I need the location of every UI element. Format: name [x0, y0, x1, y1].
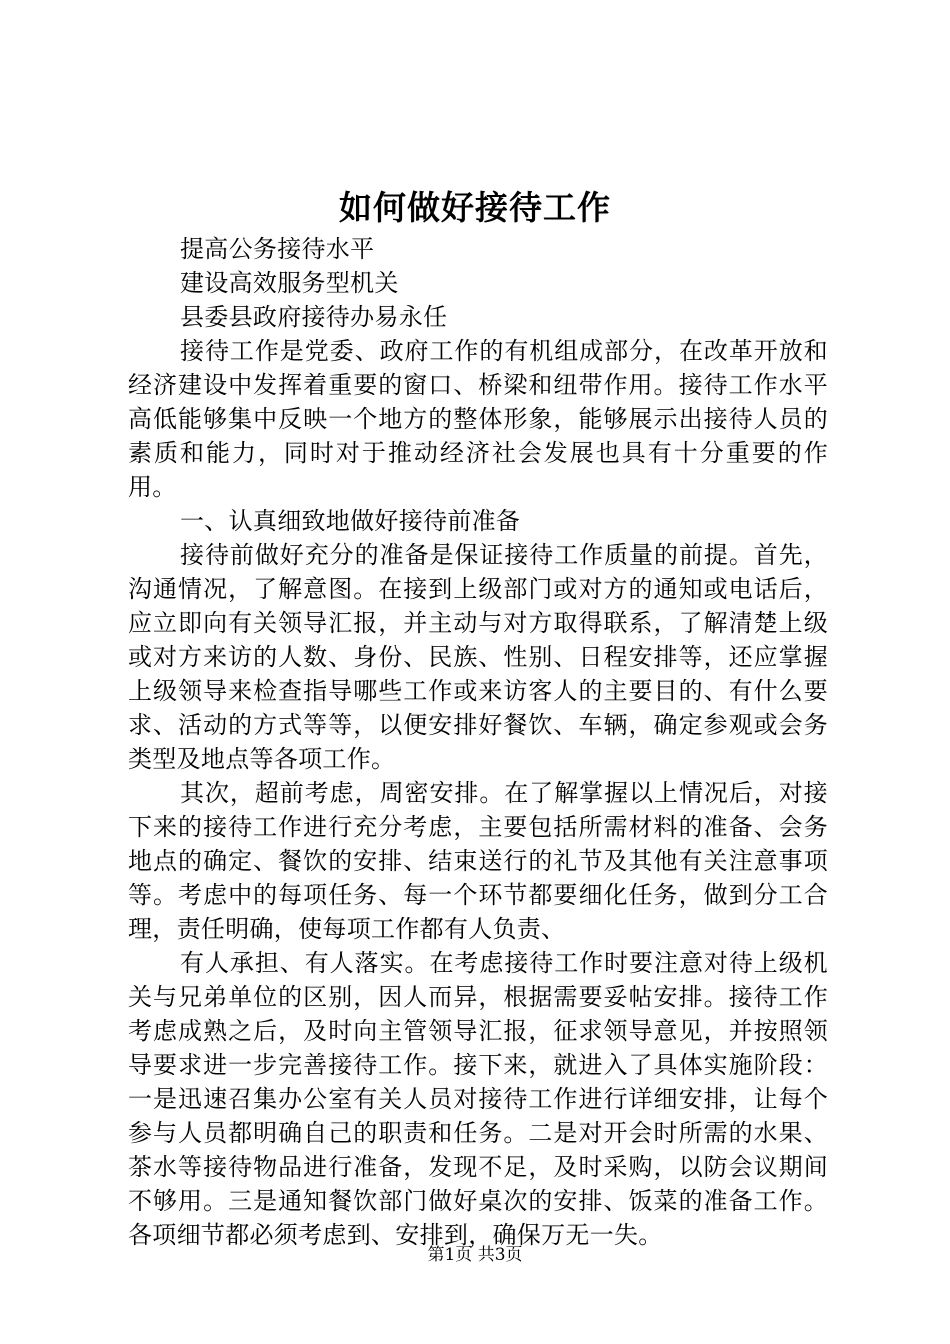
- author-line: 县委县政府接待办易永任: [180, 303, 448, 331]
- section-heading: 一、认真细致地做好接待前准备: [180, 507, 521, 535]
- document-title: 如何做好接待工作: [339, 188, 611, 227]
- page-footer: 第1页 共3页: [427, 1245, 523, 1265]
- body-paragraph: 接待工作是党委、政府工作的有机组成部分，在改革开放和经济建设中发挥着重要的窗口、桥梁和纽带作用。接待工作水平高低能够集中反映一个地方的整体形象，能够展示出接待人员的素质和能力，同时对于推动经济社会发展也具有十分重要的作用。: [128, 337, 828, 501]
- body-paragraph: 接待前做好充分的准备是保证接待工作质量的前提。首先，沟通情况，了解意图。在接到上级部门或对方的通知或电话后，应立即向有关领导汇报，并主动与对方取得联系，了解清楚上级或对方来访的人数、身份、民族、性别、日程安排等，还应掌握上级领导来检查指导哪些工作或来访客人的主要目的、有什么要求、活动的方式等等，以便安排好餐饮、车辆，确定参观或会务类型及地点等各项工作。: [128, 541, 828, 773]
- document-body: [128, 232, 828, 1252]
- body-paragraph: 其次，超前考虑，周密安排。在了解掌握以上情况后，对接下来的接待工作进行充分考虑，主要包括所需材料的准备、会务地点的确定、餐饮的安排、结束送行的礼节及其他有关注意事项等。考虑中的每项任务、每一个环节都要细化任务，做到分工合理，责任明确，使每项工作都有人负责、: [128, 779, 828, 943]
- body-paragraph: 有人承担、有人落实。在考虑接待工作时要注意对待上级机关与兄弟单位的区别，因人而异，根据需要妥帖安排。接待工作考虑成熟之后，及时向主管领导汇报，征求领导意见，并按照领导要求进一步完善接待工作。接下来，就进入了具体实施阶段：一是迅速召集办公室有关人员对接待工作进行详细安排，让每个参与人员都明确自己的职责和任务。二是对开会时所需的水果、茶水等接待物品进行准备，发现不足，及时采购，以防会议期间不够用。三是通知餐饮部门做好桌次的安排、饭菜的准备工作。各项细节都必须考虑到、安排到，确保万无一失。: [128, 949, 828, 1249]
- subtitle-line-2: 建设高效服务型机关: [180, 269, 399, 297]
- subtitle-line-1: 提高公务接待水平: [180, 235, 375, 263]
